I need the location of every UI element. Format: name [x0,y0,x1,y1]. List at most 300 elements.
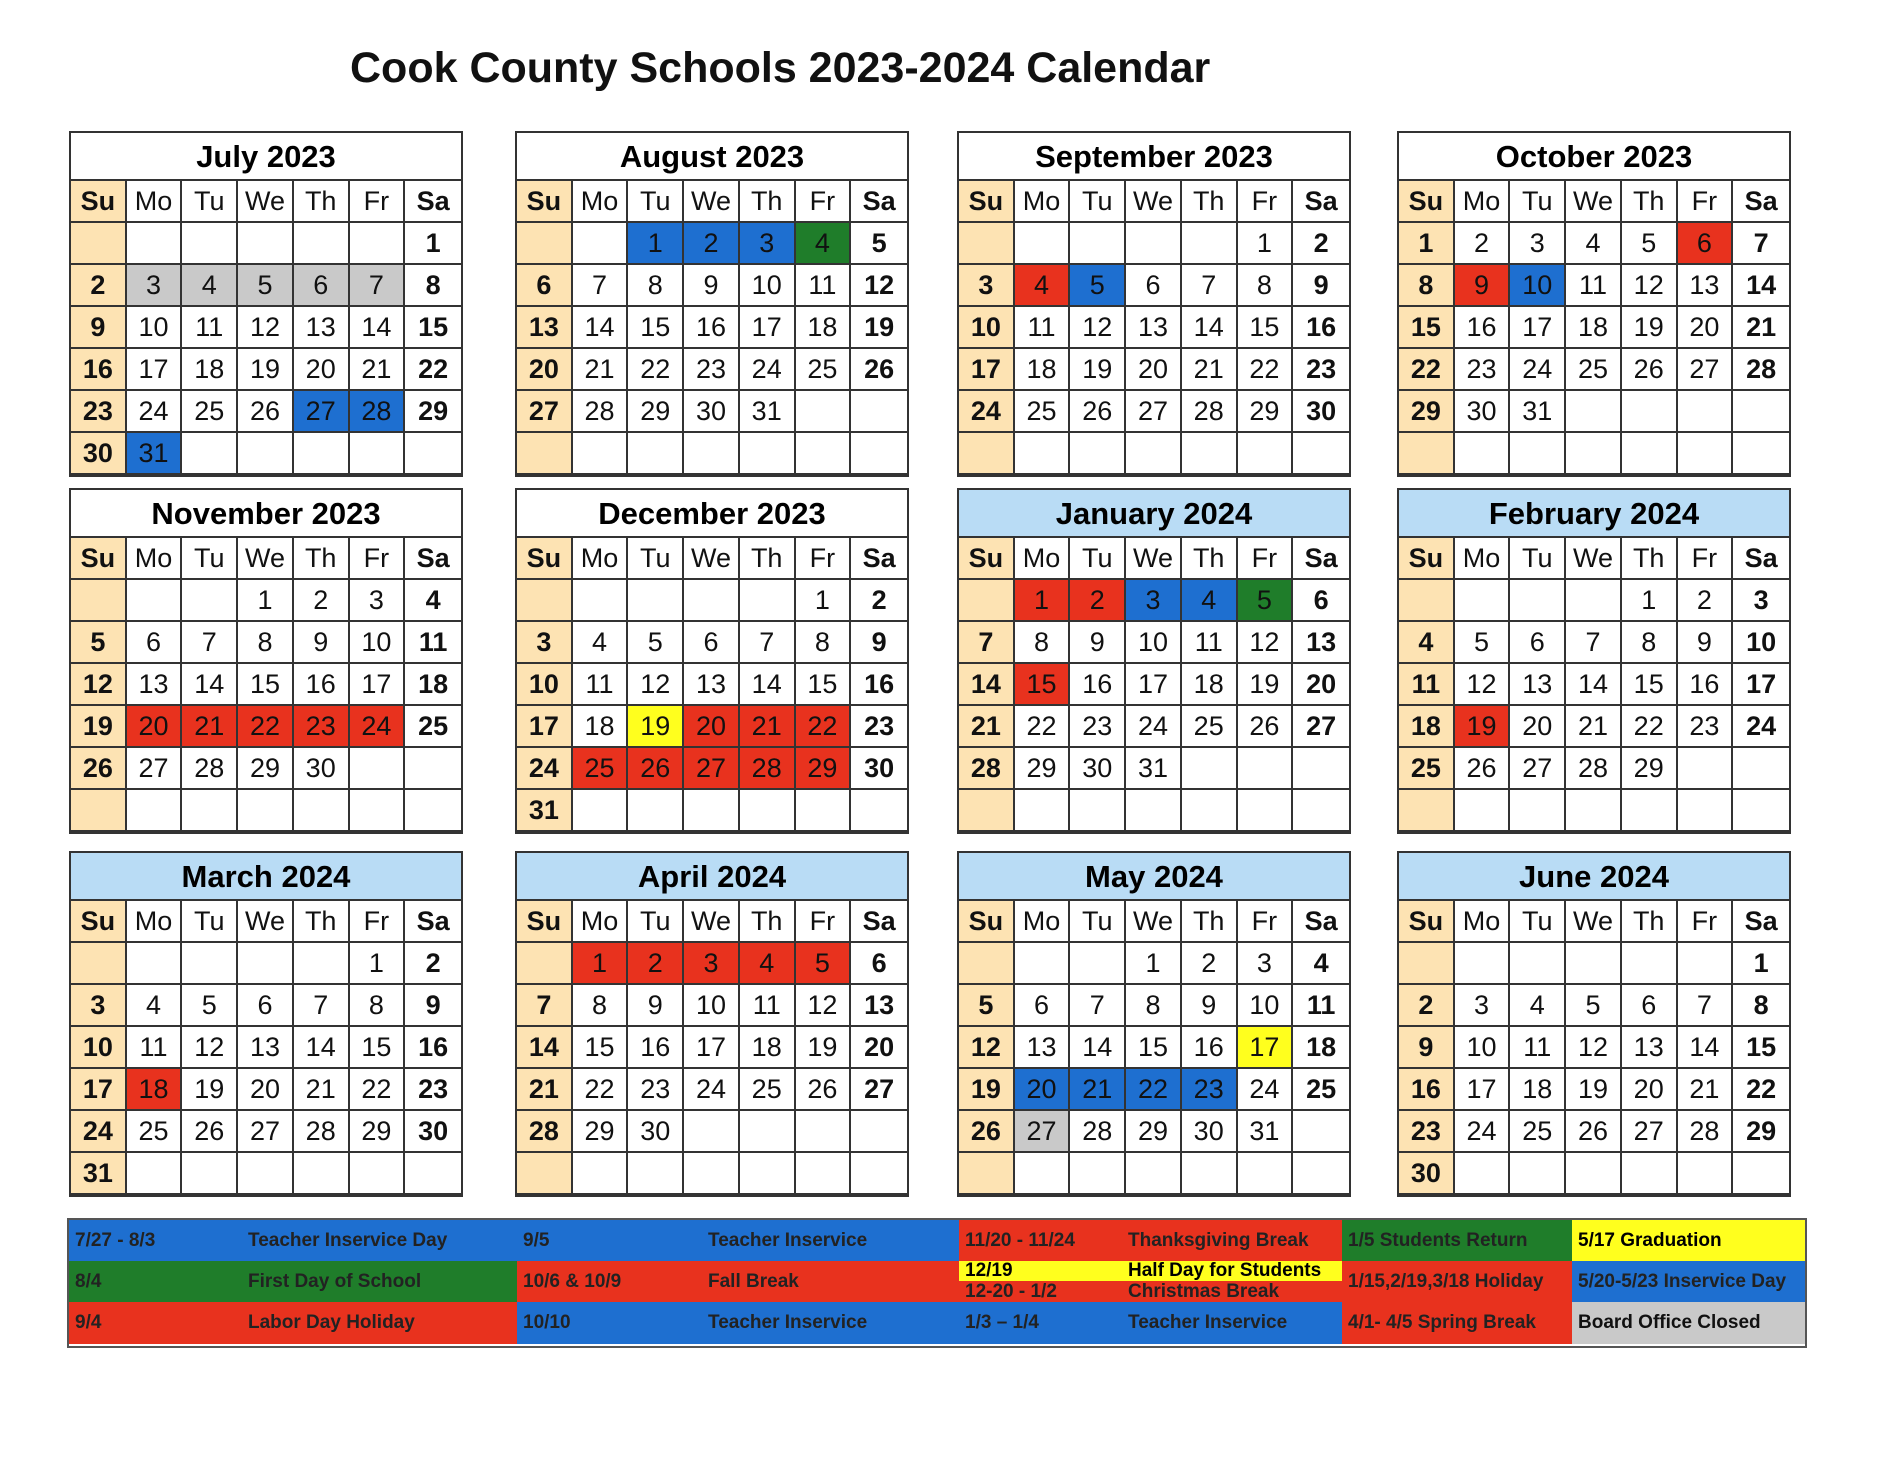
day-cell: 10 [1455,1027,1511,1069]
weekday-header: Sa [405,181,461,223]
empty-cell [1622,943,1678,985]
empty-cell [1733,433,1789,475]
day-cell: 7 [294,985,350,1027]
day-cell: 30 [851,748,907,790]
weekday-header: Mo [127,901,183,943]
day-cell: 19 [796,1027,852,1069]
empty-cell [127,1153,183,1195]
empty-cell [851,790,907,832]
empty-cell [628,790,684,832]
month-title: July 2023 [71,133,461,181]
legend-entry: 1/15,2/19,3/18 Holiday [1342,1261,1572,1303]
day-cell: 25 [127,1111,183,1153]
day-cell: 17 [1238,1027,1294,1069]
empty-cell [1238,790,1294,832]
day-cell: 9 [1455,265,1511,307]
day-cell: 21 [959,706,1015,748]
day-cell: 8 [1015,622,1071,664]
day-cell: 21 [1182,349,1238,391]
day-cell: 11 [127,1027,183,1069]
month-october-2023 [1397,131,1791,477]
day-cell: 9 [1399,1027,1455,1069]
day-cell: 11 [405,622,461,664]
empty-cell [1566,580,1622,622]
day-cell: 23 [628,1069,684,1111]
day-cell: 20 [1126,349,1182,391]
day-cell: 8 [796,622,852,664]
day-cell: 15 [1015,664,1071,706]
empty-cell [1510,943,1566,985]
weekday-header: Sa [851,538,907,580]
empty-cell [573,433,629,475]
day-cell: 22 [796,706,852,748]
month-title: May 2024 [959,853,1349,901]
day-cell: 3 [127,265,183,307]
day-cell: 15 [405,307,461,349]
weekday-header: Mo [1015,538,1071,580]
day-cell: 16 [405,1027,461,1069]
day-cell: 26 [796,1069,852,1111]
empty-cell [71,580,127,622]
day-cell: 25 [573,748,629,790]
day-cell: 25 [1293,1069,1349,1111]
day-cell: 19 [1622,307,1678,349]
day-cell: 8 [628,265,684,307]
day-cell: 13 [851,985,907,1027]
day-cell: 26 [1238,706,1294,748]
day-cell: 18 [127,1069,183,1111]
weekday-header: We [1566,901,1622,943]
day-cell: 17 [71,1069,127,1111]
empty-cell [350,223,406,265]
weekday-header: Su [517,901,573,943]
empty-cell [740,790,796,832]
empty-cell [294,433,350,475]
day-cell: 12 [1238,622,1294,664]
day-cell: 27 [294,391,350,433]
weekday-header: Sa [1733,901,1789,943]
day-cell: 14 [1733,265,1789,307]
weekday-header: Fr [796,538,852,580]
month-december-2023 [515,488,909,834]
month-september-2023 [957,131,1351,477]
weekday-header: We [238,901,294,943]
weekday-header: Fr [796,901,852,943]
empty-cell [1293,748,1349,790]
weekday-header: We [1126,901,1182,943]
weekday-header: Tu [628,538,684,580]
day-cell: 26 [1070,391,1126,433]
day-cell: 7 [959,622,1015,664]
day-cell: 10 [127,307,183,349]
empty-cell [517,223,573,265]
day-cell: 11 [1510,1027,1566,1069]
weekday-header: Su [1399,538,1455,580]
empty-cell [1678,790,1734,832]
legend-entry: Teacher Inservice [1122,1302,1342,1344]
weekday-header: Tu [1070,901,1126,943]
day-cell: 17 [350,664,406,706]
day-cell: 13 [1126,307,1182,349]
weekday-header: Tu [1510,538,1566,580]
day-cell: 10 [1126,622,1182,664]
empty-cell [71,790,127,832]
day-cell: 4 [573,622,629,664]
empty-cell [1566,433,1622,475]
day-cell: 14 [294,1027,350,1069]
weekday-header: Su [1399,901,1455,943]
day-cell: 22 [573,1069,629,1111]
day-cell: 25 [1015,391,1071,433]
day-cell: 15 [350,1027,406,1069]
day-cell: 10 [1510,265,1566,307]
day-cell: 29 [405,391,461,433]
day-cell: 5 [1238,580,1294,622]
empty-cell [1510,1153,1566,1195]
day-cell: 1 [1733,943,1789,985]
empty-cell [796,790,852,832]
day-cell: 22 [238,706,294,748]
day-cell: 20 [238,1069,294,1111]
day-cell: 28 [1566,748,1622,790]
day-cell: 9 [294,622,350,664]
day-cell: 28 [959,748,1015,790]
legend-entry: Teacher Inservice Day [242,1220,517,1262]
day-cell: 13 [1510,664,1566,706]
day-cell: 27 [1293,706,1349,748]
day-cell: 20 [851,1027,907,1069]
empty-cell [1733,790,1789,832]
empty-cell [517,580,573,622]
day-cell: 3 [1126,580,1182,622]
day-cell: 18 [796,307,852,349]
empty-cell [182,790,238,832]
legend-entry: 8/4 [69,1261,242,1303]
weekday-header: Mo [573,901,629,943]
day-cell: 4 [1399,622,1455,664]
day-cell: 24 [71,1111,127,1153]
day-cell: 30 [71,433,127,475]
day-cell: 15 [238,664,294,706]
day-cell: 12 [1566,1027,1622,1069]
empty-cell [1126,223,1182,265]
empty-cell [1399,790,1455,832]
day-cell: 18 [1566,307,1622,349]
empty-cell [1126,1153,1182,1195]
day-cell: 3 [350,580,406,622]
weekday-header: Sa [405,901,461,943]
day-cell: 16 [1182,1027,1238,1069]
day-cell: 20 [294,349,350,391]
legend-entry: 1/5 Students Return [1342,1220,1572,1262]
weekday-header: Th [1182,538,1238,580]
day-cell: 6 [238,985,294,1027]
day-cell: 16 [1399,1069,1455,1111]
empty-cell [1678,943,1734,985]
empty-cell [1399,580,1455,622]
empty-cell [684,1111,740,1153]
day-cell: 28 [1678,1111,1734,1153]
day-cell: 19 [1455,706,1511,748]
day-cell: 14 [350,307,406,349]
day-cell: 19 [1566,1069,1622,1111]
day-cell: 15 [573,1027,629,1069]
day-cell: 27 [127,748,183,790]
weekday-header: Su [71,901,127,943]
day-cell: 19 [628,706,684,748]
month-title: January 2024 [959,490,1349,538]
day-cell: 29 [1126,1111,1182,1153]
legend-entry: Christmas Break [1122,1281,1342,1302]
day-cell: 5 [796,943,852,985]
empty-cell [1070,943,1126,985]
empty-cell [405,433,461,475]
day-cell: 28 [1733,349,1789,391]
empty-cell [71,943,127,985]
day-cell: 6 [1622,985,1678,1027]
weekday-header: Fr [1238,901,1294,943]
weekday-header: We [238,538,294,580]
day-cell: 24 [1510,349,1566,391]
weekday-header: Sa [1733,538,1789,580]
day-cell: 31 [1126,748,1182,790]
day-cell: 24 [127,391,183,433]
legend-entry: 5/17 Graduation [1572,1220,1805,1262]
empty-cell [1070,433,1126,475]
day-cell: 25 [1510,1111,1566,1153]
day-cell: 24 [959,391,1015,433]
empty-cell [127,580,183,622]
day-cell: 30 [684,391,740,433]
day-cell: 12 [851,265,907,307]
day-cell: 17 [1126,664,1182,706]
empty-cell [238,1153,294,1195]
empty-cell [684,790,740,832]
weekday-header: Su [71,538,127,580]
day-cell: 26 [1455,748,1511,790]
day-cell: 30 [1399,1153,1455,1195]
legend-entry: First Day of School [242,1261,517,1303]
day-cell: 18 [1399,706,1455,748]
day-cell: 30 [294,748,350,790]
month-june-2024 [1397,851,1791,1197]
empty-cell [1015,790,1071,832]
weekday-header: Th [1182,181,1238,223]
day-cell: 19 [71,706,127,748]
day-cell: 17 [1510,307,1566,349]
legend-entry: 7/27 - 8/3 [69,1220,242,1262]
weekday-header: Mo [127,538,183,580]
empty-cell [1622,391,1678,433]
day-cell: 10 [517,664,573,706]
day-cell: 11 [1015,307,1071,349]
legend-entry: 11/20 - 11/24 [959,1220,1122,1262]
empty-cell [959,223,1015,265]
day-cell: 12 [1455,664,1511,706]
day-cell: 28 [182,748,238,790]
day-cell: 26 [628,748,684,790]
weekday-header: Th [740,901,796,943]
empty-cell [1678,391,1734,433]
day-cell: 20 [684,706,740,748]
day-cell: 20 [517,349,573,391]
empty-cell [573,1153,629,1195]
day-cell: 13 [1293,622,1349,664]
day-cell: 21 [1566,706,1622,748]
day-cell: 2 [71,265,127,307]
empty-cell [405,748,461,790]
empty-cell [294,1153,350,1195]
weekday-header: Tu [182,901,238,943]
day-cell: 1 [1126,943,1182,985]
empty-cell [1622,1153,1678,1195]
weekday-header: Tu [1510,901,1566,943]
day-cell: 9 [71,307,127,349]
day-cell: 27 [517,391,573,433]
legend-entry: 12-20 - 1/2 [959,1281,1122,1302]
day-cell: 28 [740,748,796,790]
weekday-header: Th [294,901,350,943]
weekday-header: Fr [1678,538,1734,580]
month-title: March 2024 [71,853,461,901]
empty-cell [127,943,183,985]
empty-cell [1238,748,1294,790]
day-cell: 28 [350,391,406,433]
weekday-header: Th [740,181,796,223]
empty-cell [1182,748,1238,790]
day-cell: 18 [1015,349,1071,391]
day-cell: 8 [405,265,461,307]
weekday-header: Su [71,181,127,223]
weekday-header: Mo [573,538,629,580]
day-cell: 22 [1733,1069,1789,1111]
weekday-header: We [238,181,294,223]
empty-cell [959,943,1015,985]
day-cell: 18 [405,664,461,706]
day-cell: 31 [740,391,796,433]
day-cell: 20 [1293,664,1349,706]
empty-cell [740,580,796,622]
day-cell: 4 [182,265,238,307]
day-cell: 25 [405,706,461,748]
day-cell: 9 [1293,265,1349,307]
empty-cell [740,1153,796,1195]
empty-cell [294,223,350,265]
day-cell: 26 [959,1111,1015,1153]
empty-cell [573,580,629,622]
weekday-header: Tu [182,538,238,580]
day-cell: 6 [851,943,907,985]
weekday-header: Sa [1733,181,1789,223]
day-cell: 6 [1015,985,1071,1027]
empty-cell [294,943,350,985]
weekday-header: Th [1622,181,1678,223]
weekday-header: Fr [1238,181,1294,223]
day-cell: 27 [1622,1111,1678,1153]
day-cell: 21 [573,349,629,391]
day-cell: 27 [1510,748,1566,790]
day-cell: 26 [182,1111,238,1153]
empty-cell [1238,433,1294,475]
month-title: November 2023 [71,490,461,538]
legend-entry: 9/5 [517,1220,702,1262]
day-cell: 2 [405,943,461,985]
day-cell: 5 [628,622,684,664]
day-cell: 9 [628,985,684,1027]
weekday-header: We [684,181,740,223]
day-cell: 6 [1293,580,1349,622]
page-title: Cook County Schools 2023-2024 Calendar [350,44,1211,92]
day-cell: 4 [796,223,852,265]
day-cell: 7 [350,265,406,307]
empty-cell [294,790,350,832]
day-cell: 12 [959,1027,1015,1069]
day-cell: 21 [182,706,238,748]
day-cell: 28 [294,1111,350,1153]
day-cell: 17 [740,307,796,349]
day-cell: 14 [740,664,796,706]
weekday-header: Th [1182,901,1238,943]
day-cell: 19 [851,307,907,349]
day-cell: 24 [1455,1111,1511,1153]
weekday-header: Mo [1455,538,1511,580]
month-july-2023 [69,131,463,477]
day-cell: 2 [1399,985,1455,1027]
weekday-header: We [1566,538,1622,580]
day-cell: 1 [1238,223,1294,265]
day-cell: 23 [294,706,350,748]
weekday-header: Sa [1293,901,1349,943]
weekday-header: We [1126,181,1182,223]
day-cell: 14 [517,1027,573,1069]
empty-cell [517,1153,573,1195]
day-cell: 9 [1678,622,1734,664]
day-cell: 29 [628,391,684,433]
day-cell: 14 [1070,1027,1126,1069]
empty-cell [1399,433,1455,475]
month-title: February 2024 [1399,490,1789,538]
day-cell: 14 [573,307,629,349]
day-cell: 16 [294,664,350,706]
weekday-header: Sa [1293,538,1349,580]
day-cell: 17 [517,706,573,748]
legend-entry: Teacher Inservice [702,1302,959,1344]
day-cell: 11 [182,307,238,349]
day-cell: 19 [959,1069,1015,1111]
day-cell: 22 [350,1069,406,1111]
day-cell: 11 [1293,985,1349,1027]
day-cell: 19 [1238,664,1294,706]
weekday-header: Mo [127,181,183,223]
day-cell: 18 [1182,664,1238,706]
weekday-header: Th [740,538,796,580]
empty-cell [573,790,629,832]
day-cell: 25 [1399,748,1455,790]
weekday-header: Th [294,538,350,580]
day-cell: 25 [1182,706,1238,748]
day-cell: 17 [1733,664,1789,706]
day-cell: 2 [1182,943,1238,985]
day-cell: 20 [127,706,183,748]
empty-cell [1622,433,1678,475]
day-cell: 3 [71,985,127,1027]
day-cell: 21 [294,1069,350,1111]
day-cell: 23 [1455,349,1511,391]
day-cell: 2 [851,580,907,622]
day-cell: 3 [1455,985,1511,1027]
empty-cell [182,433,238,475]
day-cell: 23 [1678,706,1734,748]
